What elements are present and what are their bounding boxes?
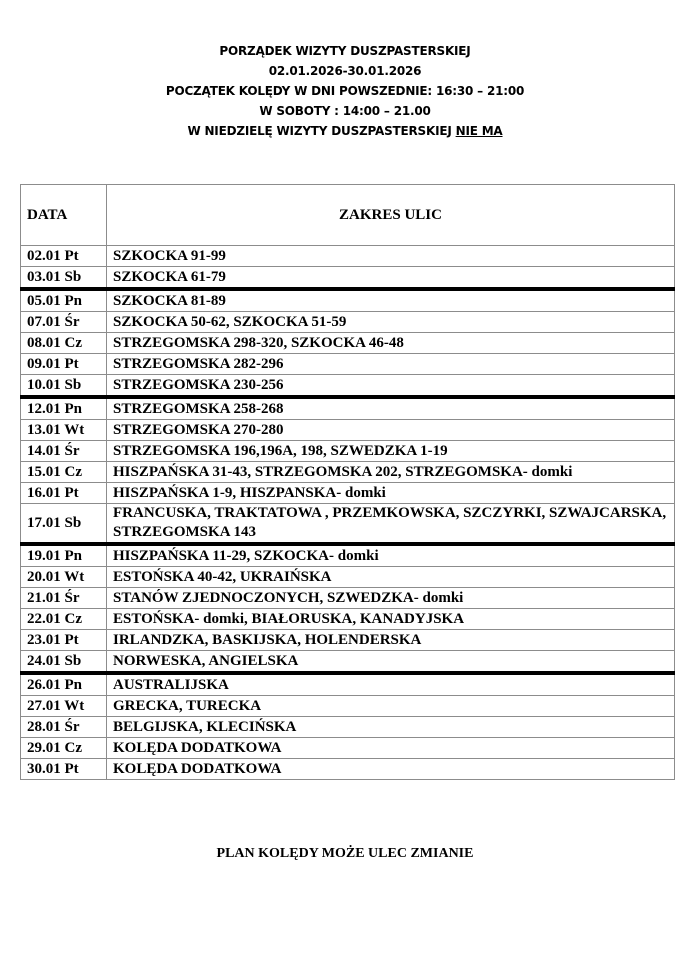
- document-header: [0, 41, 690, 141]
- table-row: [21, 673, 675, 696]
- table-row: [21, 462, 675, 483]
- date-cell: 05.01 Pn: [21, 289, 107, 312]
- table-row: [21, 717, 675, 738]
- table-row: [21, 504, 675, 545]
- streets-cell: FRANCUSKA, TRAKTATOWA , PRZEMKOWSKA, SZCZYRKI, SZWAJCARSKA, STRZEGOMSKA 143: [107, 504, 675, 545]
- streets-cell: STRZEGOMSKA 270-280: [107, 420, 675, 441]
- sunday-note-emphasis: NIE MA: [455, 124, 503, 138]
- date-cell: 23.01 Pt: [21, 630, 107, 651]
- date-cell: 17.01 Sb: [21, 504, 107, 545]
- streets-cell: STRZEGOMSKA 282-296: [107, 354, 675, 375]
- streets-cell: SZKOCKA 91-99: [107, 246, 675, 267]
- table-row: [21, 609, 675, 630]
- date-cell: 21.01 Śr: [21, 588, 107, 609]
- table-row: [21, 267, 675, 290]
- date-cell: 07.01 Śr: [21, 312, 107, 333]
- table-row: [21, 333, 675, 354]
- date-cell: 26.01 Pn: [21, 673, 107, 696]
- table-header-row: [21, 185, 675, 246]
- streets-cell: STRZEGOMSKA 258-268: [107, 397, 675, 420]
- streets-cell: SZKOCKA 50-62, SZKOCKA 51-59: [107, 312, 675, 333]
- date-cell: 27.01 Wt: [21, 696, 107, 717]
- table-row: [21, 441, 675, 462]
- date-cell: 16.01 Pt: [21, 483, 107, 504]
- table-row: [21, 696, 675, 717]
- date-cell: 29.01 Cz: [21, 738, 107, 759]
- table-row: [21, 354, 675, 375]
- table-row: [21, 420, 675, 441]
- date-cell: 15.01 Cz: [21, 462, 107, 483]
- header-weekday-hours: POCZĄTEK KOLĘDY W DNI POWSZEDNIE: 16:30 – 21:00: [165, 84, 525, 98]
- date-cell: 10.01 Sb: [21, 375, 107, 398]
- header-title: PORZĄDEK WIZYTY DUSZPASTERSKIEJ: [219, 44, 471, 58]
- table-row: [21, 630, 675, 651]
- date-cell: 03.01 Sb: [21, 267, 107, 290]
- streets-cell: SZKOCKA 61-79: [107, 267, 675, 290]
- streets-cell: IRLANDZKA, BASKIJSKA, HOLENDERSKA: [107, 630, 675, 651]
- streets-cell: STRZEGOMSKA 196,196A, 198, SZWEDZKA 1-19: [107, 441, 675, 462]
- table-row: [21, 289, 675, 312]
- footer-note: PLAN KOLĘDY MOŻE ULEC ZMIANIE: [216, 846, 474, 861]
- streets-cell: HISZPAŃSKA 11-29, SZKOCKA- domki: [107, 544, 675, 567]
- streets-cell: HISZPAŃSKA 31-43, STRZEGOMSKA 202, STRZEGOMSKA- domki: [107, 462, 675, 483]
- column-header-date: DATA: [21, 185, 107, 246]
- streets-cell: SZKOCKA 81-89: [107, 289, 675, 312]
- table-row: [21, 738, 675, 759]
- streets-cell: AUSTRALIJSKA: [107, 673, 675, 696]
- date-cell: 13.01 Wt: [21, 420, 107, 441]
- table-row: [21, 759, 675, 780]
- streets-cell: GRECKA, TURECKA: [107, 696, 675, 717]
- sunday-note-text: W NIEDZIELĘ WIZYTY DUSZPASTERSKIEJ: [187, 124, 456, 138]
- streets-cell: HISZPAŃSKA 1-9, HISZPANSKA- domki: [107, 483, 675, 504]
- date-cell: 22.01 Cz: [21, 609, 107, 630]
- date-cell: 30.01 Pt: [21, 759, 107, 780]
- table-row: [21, 312, 675, 333]
- column-header-streets: ZAKRES ULIC: [107, 185, 675, 246]
- date-cell: 12.01 Pn: [21, 397, 107, 420]
- date-cell: 08.01 Cz: [21, 333, 107, 354]
- streets-cell: ESTOŃSKA 40-42, UKRAIŃSKA: [107, 567, 675, 588]
- streets-cell: NORWESKA, ANGIELSKA: [107, 651, 675, 674]
- table-row: [21, 651, 675, 674]
- header-sunday-note: [0, 121, 690, 141]
- table-row: [21, 588, 675, 609]
- date-cell: 14.01 Śr: [21, 441, 107, 462]
- streets-cell: KOLĘDA DODATKOWA: [107, 738, 675, 759]
- date-cell: 24.01 Sb: [21, 651, 107, 674]
- schedule-table: [20, 184, 675, 780]
- date-cell: 02.01 Pt: [21, 246, 107, 267]
- table-row: [21, 544, 675, 567]
- table-row: [21, 483, 675, 504]
- date-cell: 20.01 Wt: [21, 567, 107, 588]
- table-row: [21, 397, 675, 420]
- streets-cell: STANÓW ZJEDNOCZONYCH, SZWEDZKA- domki: [107, 588, 675, 609]
- table-row: [21, 375, 675, 398]
- header-saturday-hours: W SOBOTY : 14:00 – 21.00: [259, 104, 431, 118]
- table-row: [21, 567, 675, 588]
- date-cell: 28.01 Śr: [21, 717, 107, 738]
- streets-cell: BELGIJSKA, KLECIŃSKA: [107, 717, 675, 738]
- header-date-range: 02.01.2026-30.01.2026: [268, 64, 422, 78]
- streets-cell: KOLĘDA DODATKOWA: [107, 759, 675, 780]
- streets-cell: ESTOŃSKA- domki, BIAŁORUSKA, KANADYJSKA: [107, 609, 675, 630]
- date-cell: 09.01 Pt: [21, 354, 107, 375]
- table-row: [21, 246, 675, 267]
- date-cell: 19.01 Pn: [21, 544, 107, 567]
- streets-cell: STRZEGOMSKA 230-256: [107, 375, 675, 398]
- streets-cell: STRZEGOMSKA 298-320, SZKOCKA 46-48: [107, 333, 675, 354]
